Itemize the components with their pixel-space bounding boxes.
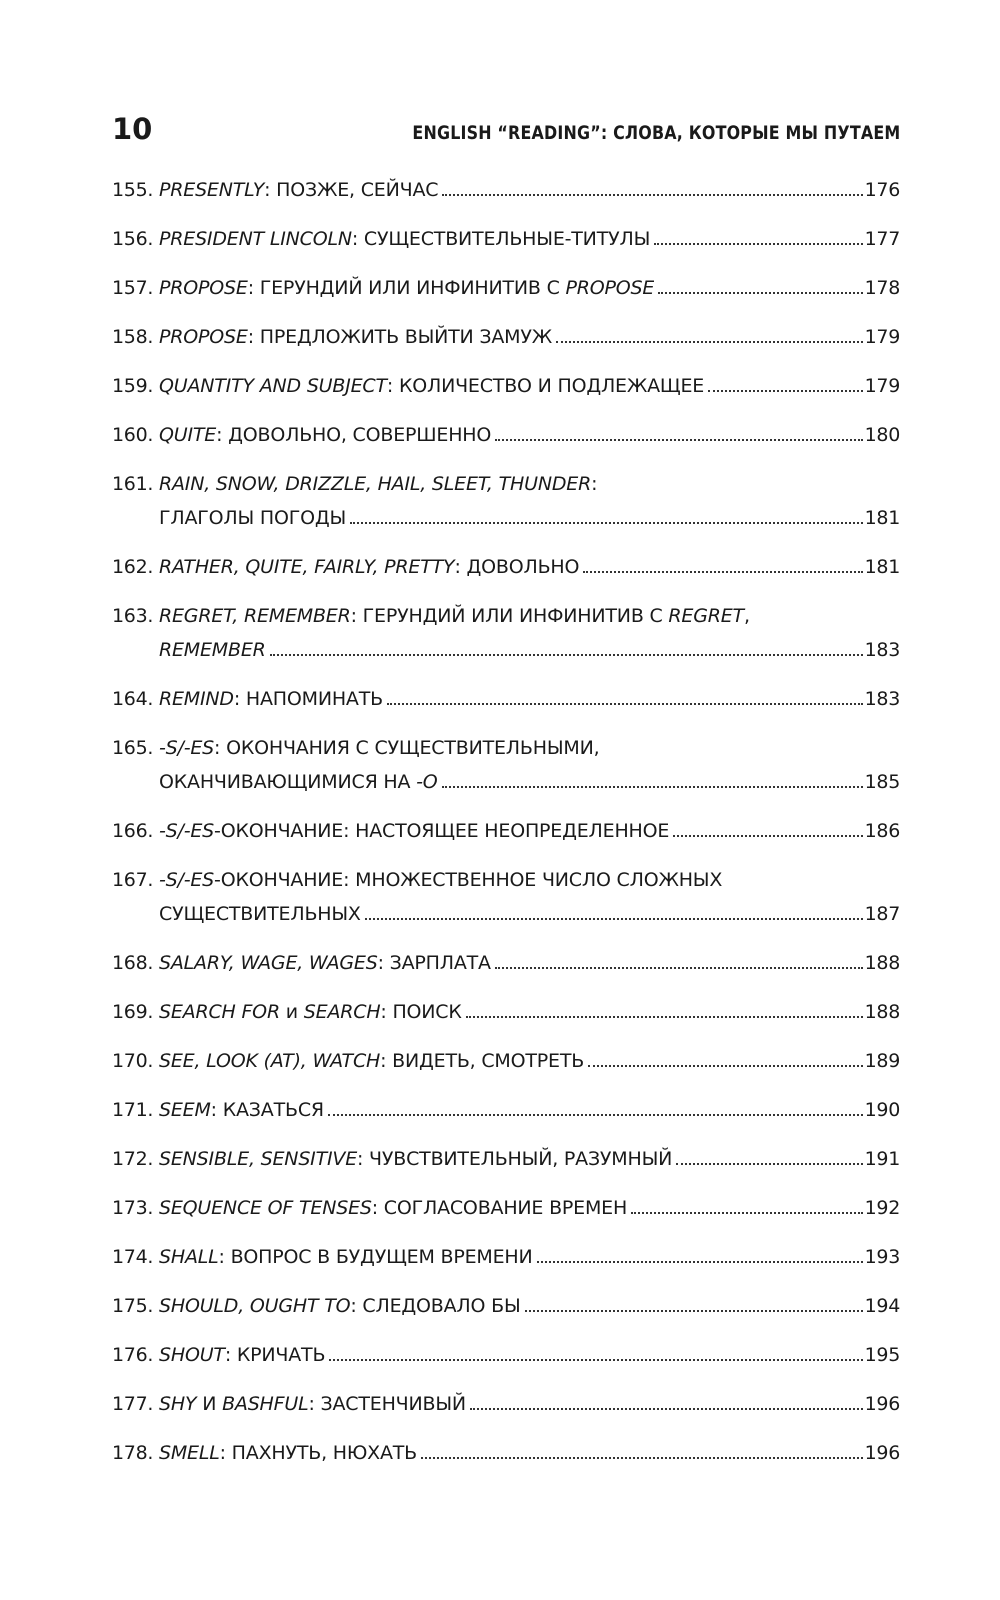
english-term: QUITE bbox=[159, 424, 217, 446]
toc-entry[interactable] bbox=[112, 176, 900, 204]
toc-entry-line bbox=[112, 636, 900, 664]
dot-leader bbox=[329, 1359, 862, 1361]
english-term: RATHER, QUITE, FAIRLY, PRETTY bbox=[159, 556, 455, 578]
english-term: SHY bbox=[159, 1393, 197, 1415]
entry-page-number: 196 bbox=[864, 1393, 900, 1415]
english-term: PROPOSE bbox=[565, 277, 655, 299]
dot-leader bbox=[495, 967, 863, 969]
toc-entry-line bbox=[112, 176, 900, 204]
toc-entry-line bbox=[112, 1243, 900, 1271]
toc-entry-line bbox=[112, 1341, 900, 1369]
entry-title bbox=[159, 1341, 325, 1369]
entry-number: 156. bbox=[112, 228, 154, 250]
dot-leader bbox=[270, 654, 863, 656]
english-term: REGRET, REMEMBER bbox=[159, 605, 351, 627]
russian-text: : ОКОНЧАНИЯ С СУЩЕСТВИТЕЛЬНЫМИ, bbox=[214, 737, 600, 759]
entry-page-number: 180 bbox=[864, 424, 900, 446]
russian-text: : ПРЕДЛОЖИТЬ ВЫЙТИ ЗАМУЖ bbox=[247, 326, 553, 348]
dot-leader bbox=[676, 1163, 862, 1165]
toc-entry-line bbox=[112, 421, 900, 449]
toc-entry[interactable] bbox=[112, 998, 900, 1026]
russian-text: : ЧУВСТВИТЕЛЬНЫЙ, РАЗУМНЫЙ bbox=[357, 1148, 673, 1170]
toc-entry[interactable] bbox=[112, 1439, 900, 1467]
russian-text: : КАЗАТЬСЯ bbox=[210, 1099, 324, 1121]
toc-entry[interactable] bbox=[112, 225, 900, 253]
entry-title bbox=[159, 1292, 521, 1320]
english-term: -S/-ES bbox=[159, 820, 215, 842]
russian-text: : СОГЛАСОВАНИЕ ВРЕМЕН bbox=[371, 1197, 628, 1219]
entry-number: 158. bbox=[112, 326, 154, 348]
toc-entry-line bbox=[112, 323, 900, 351]
entry-page-number: 177 bbox=[864, 228, 900, 250]
russian-text: ГЛАГОЛЫ ПОГОДЫ bbox=[159, 507, 347, 529]
russian-text: : ПОИСК bbox=[380, 1001, 462, 1023]
entry-number: 167. bbox=[112, 869, 154, 891]
dot-leader bbox=[556, 341, 863, 343]
entry-title bbox=[159, 323, 552, 351]
entry-page-number: 183 bbox=[864, 639, 900, 661]
entry-number: 177. bbox=[112, 1393, 154, 1415]
entry-title bbox=[159, 225, 650, 253]
entry-title bbox=[159, 734, 599, 762]
entry-page-number: 190 bbox=[864, 1099, 900, 1121]
toc-entry-line bbox=[112, 1145, 900, 1173]
toc-entry[interactable] bbox=[112, 602, 900, 664]
entry-title bbox=[159, 1145, 672, 1173]
dot-leader bbox=[588, 1065, 863, 1067]
russian-text: : ВИДЕТЬ, СМОТРЕТЬ bbox=[380, 1050, 585, 1072]
entry-page-number: 181 bbox=[864, 556, 900, 578]
entry-number: 166. bbox=[112, 820, 154, 842]
russian-text: СУЩЕСТВИТЕЛЬНЫХ bbox=[159, 903, 361, 925]
entry-number: 173. bbox=[112, 1197, 154, 1219]
english-term: SEE, LOOK (AT), WATCH bbox=[159, 1050, 381, 1072]
english-term: PROPOSE bbox=[159, 326, 248, 348]
english-term: SEQUENCE OF TENSES bbox=[159, 1197, 372, 1219]
entry-number: 169. bbox=[112, 1001, 154, 1023]
toc-entry-line bbox=[112, 734, 900, 762]
entry-page-number: 176 bbox=[864, 179, 900, 201]
entry-page-number: 185 bbox=[864, 771, 900, 793]
english-term: -O bbox=[416, 771, 438, 793]
english-term: SEARCH FOR bbox=[159, 1001, 280, 1023]
english-term: SHOUT bbox=[159, 1344, 225, 1366]
entry-page-number: 181 bbox=[864, 507, 900, 529]
english-term: SALARY, WAGE, WAGES bbox=[159, 952, 378, 974]
toc-entry[interactable] bbox=[112, 1145, 900, 1173]
toc-entry-line bbox=[112, 998, 900, 1026]
entry-number: 178. bbox=[112, 1442, 154, 1464]
english-term: REMIND bbox=[159, 688, 234, 710]
dot-leader bbox=[673, 835, 862, 837]
toc-entry-line bbox=[112, 470, 900, 498]
entry-title bbox=[159, 1047, 584, 1075]
toc-entry[interactable] bbox=[112, 1096, 900, 1124]
dot-leader bbox=[350, 522, 863, 524]
russian-text: и bbox=[279, 1001, 304, 1023]
entry-title bbox=[159, 900, 361, 928]
entry-page-number: 192 bbox=[864, 1197, 900, 1219]
entry-title bbox=[159, 1243, 533, 1271]
dot-leader bbox=[525, 1310, 863, 1312]
entry-page-number: 188 bbox=[864, 1001, 900, 1023]
page-number: 10 bbox=[112, 112, 153, 146]
english-term: PROPOSE bbox=[159, 277, 248, 299]
entry-title bbox=[159, 817, 669, 845]
english-term: SHALL bbox=[159, 1246, 219, 1268]
entry-page-number: 196 bbox=[864, 1442, 900, 1464]
toc-entry[interactable] bbox=[112, 866, 900, 928]
entry-number: 172. bbox=[112, 1148, 154, 1170]
entry-title bbox=[159, 636, 266, 664]
russian-text: , bbox=[743, 605, 750, 627]
entry-number: 175. bbox=[112, 1295, 154, 1317]
english-term: PRESIDENT LINCOLN bbox=[159, 228, 352, 250]
toc-entry[interactable] bbox=[112, 1390, 900, 1418]
toc-entry-line bbox=[112, 1096, 900, 1124]
entry-title bbox=[159, 998, 462, 1026]
russian-text: : КРИЧАТЬ bbox=[224, 1344, 326, 1366]
entry-number: 164. bbox=[112, 688, 154, 710]
entry-page-number: 191 bbox=[864, 1148, 900, 1170]
entry-title bbox=[159, 421, 491, 449]
entry-number: 174. bbox=[112, 1246, 154, 1268]
russian-text: : ПОЗЖЕ, СЕЙЧАС bbox=[264, 179, 439, 201]
running-title: ENGLISH “READING”: СЛОВА, КОТОРЫЕ МЫ ПУТАЕМ bbox=[412, 123, 900, 144]
entry-page-number: 188 bbox=[864, 952, 900, 974]
russian-text: : КОЛИЧЕСТВО И ПОДЛЕЖАЩЕЕ bbox=[386, 375, 705, 397]
entry-number: 170. bbox=[112, 1050, 154, 1072]
entry-number: 161. bbox=[112, 473, 154, 495]
english-term: SEEM bbox=[159, 1099, 211, 1121]
dot-leader bbox=[658, 292, 862, 294]
russian-text: : СУЩЕСТВИТЕЛЬНЫЕ-ТИТУЛЫ bbox=[351, 228, 651, 250]
russian-text: : ДОВОЛЬНО bbox=[454, 556, 580, 578]
entry-title bbox=[159, 372, 704, 400]
russian-text: : ВОПРОС В БУДУЩЕМ ВРЕМЕНИ bbox=[218, 1246, 533, 1268]
entry-title bbox=[159, 470, 597, 498]
entry-title bbox=[159, 866, 722, 894]
english-term: REGRET bbox=[668, 605, 744, 627]
dot-leader bbox=[387, 703, 863, 705]
dot-leader bbox=[470, 1408, 863, 1410]
entry-number: 168. bbox=[112, 952, 154, 974]
russian-text: : СЛЕДОВАЛО БЫ bbox=[350, 1295, 521, 1317]
dot-leader bbox=[708, 390, 863, 392]
toc-entry-line bbox=[112, 949, 900, 977]
entry-title bbox=[159, 685, 383, 713]
dot-leader bbox=[466, 1016, 863, 1018]
english-term: REMEMBER bbox=[159, 639, 266, 661]
english-term: BASHFUL bbox=[222, 1393, 309, 1415]
toc-entry[interactable] bbox=[112, 1341, 900, 1369]
english-term: SEARCH bbox=[303, 1001, 381, 1023]
entry-page-number: 186 bbox=[864, 820, 900, 842]
toc-entry[interactable] bbox=[112, 421, 900, 449]
toc-entry-line bbox=[112, 1194, 900, 1222]
toc-entry[interactable] bbox=[112, 734, 900, 796]
russian-text: : ЗАСТЕНЧИВЫЙ bbox=[308, 1393, 466, 1415]
dot-leader bbox=[583, 571, 862, 573]
dot-leader bbox=[654, 243, 862, 245]
toc-entry[interactable] bbox=[112, 372, 900, 400]
toc-entry[interactable] bbox=[112, 1194, 900, 1222]
russian-text: : ГЕРУНДИЙ ИЛИ ИНФИНИТИВ С bbox=[247, 277, 566, 299]
entry-page-number: 179 bbox=[864, 326, 900, 348]
toc-entry-line bbox=[112, 602, 900, 630]
russian-text: : ПАХНУТЬ, НЮХАТЬ bbox=[219, 1442, 418, 1464]
toc-entry[interactable] bbox=[112, 274, 900, 302]
english-term: SENSIBLE, SENSITIVE bbox=[159, 1148, 358, 1170]
toc-entry[interactable] bbox=[112, 1292, 900, 1320]
toc-entry[interactable] bbox=[112, 553, 900, 581]
dot-leader bbox=[442, 786, 863, 788]
toc-entry-line bbox=[112, 553, 900, 581]
entry-number: 165. bbox=[112, 737, 154, 759]
table-of-contents bbox=[112, 176, 900, 1488]
entry-number: 155. bbox=[112, 179, 154, 201]
entry-number: 159. bbox=[112, 375, 154, 397]
entry-title bbox=[159, 1390, 466, 1418]
entry-number: 157. bbox=[112, 277, 154, 299]
entry-page-number: 194 bbox=[864, 1295, 900, 1317]
toc-entry-line bbox=[112, 1292, 900, 1320]
dot-leader bbox=[495, 439, 863, 441]
entry-title bbox=[159, 1194, 627, 1222]
toc-entry[interactable] bbox=[112, 470, 900, 532]
russian-text: : ГЕРУНДИЙ ИЛИ ИНФИНИТИВ С bbox=[350, 605, 669, 627]
toc-entry-line bbox=[112, 900, 900, 928]
entry-number: 171. bbox=[112, 1099, 154, 1121]
toc-entry[interactable] bbox=[112, 949, 900, 977]
english-term: QUANTITY AND SUBJECT bbox=[159, 375, 387, 397]
toc-entry[interactable] bbox=[112, 1047, 900, 1075]
entry-page-number: 183 bbox=[864, 688, 900, 710]
russian-text: : ДОВОЛЬНО, СОВЕРШЕННО bbox=[216, 424, 492, 446]
toc-entry-line bbox=[112, 685, 900, 713]
toc-entry-line bbox=[112, 504, 900, 532]
entry-page-number: 178 bbox=[864, 277, 900, 299]
entry-page-number: 195 bbox=[864, 1344, 900, 1366]
toc-entry-line bbox=[112, 817, 900, 845]
entry-title bbox=[159, 553, 579, 581]
toc-entry[interactable] bbox=[112, 323, 900, 351]
russian-text: : ЗАРПЛАТА bbox=[377, 952, 491, 974]
entry-page-number: 193 bbox=[864, 1246, 900, 1268]
entry-page-number: 189 bbox=[864, 1050, 900, 1072]
english-term: RAIN, SNOW, DRIZZLE, HAIL, SLEET, THUNDER bbox=[159, 473, 592, 495]
entry-title bbox=[159, 1096, 324, 1124]
entry-title bbox=[159, 949, 491, 977]
russian-text: ОКАНЧИВАЮЩИМИСЯ НА bbox=[159, 771, 417, 793]
entry-title bbox=[159, 602, 750, 630]
english-term: SHOULD, OUGHT TO bbox=[159, 1295, 351, 1317]
entry-title bbox=[159, 768, 438, 796]
toc-entry-line bbox=[112, 768, 900, 796]
russian-text: -ОКОНЧАНИЕ: НАСТОЯЩЕЕ НЕОПРЕДЕЛЕННОЕ bbox=[214, 820, 670, 842]
dot-leader bbox=[328, 1114, 863, 1116]
toc-entry[interactable] bbox=[112, 817, 900, 845]
russian-text: : bbox=[591, 473, 598, 495]
english-term: -S/-ES bbox=[159, 737, 215, 759]
entry-title bbox=[159, 274, 654, 302]
dot-leader bbox=[421, 1457, 863, 1459]
toc-entry-line bbox=[112, 372, 900, 400]
entry-number: 160. bbox=[112, 424, 154, 446]
dot-leader bbox=[631, 1212, 863, 1214]
dot-leader bbox=[537, 1261, 863, 1263]
toc-entry-line bbox=[112, 1047, 900, 1075]
dot-leader bbox=[365, 918, 863, 920]
toc-entry-line bbox=[112, 1390, 900, 1418]
entry-number: 163. bbox=[112, 605, 154, 627]
entry-page-number: 187 bbox=[864, 903, 900, 925]
english-term: -S/-ES bbox=[159, 869, 215, 891]
english-term: PRESENTLY bbox=[159, 179, 265, 201]
russian-text: -ОКОНЧАНИЕ: МНОЖЕСТВЕННОЕ ЧИСЛО СЛОЖНЫХ bbox=[214, 869, 723, 891]
toc-entry[interactable] bbox=[112, 1243, 900, 1271]
entry-title bbox=[159, 1439, 417, 1467]
page-header bbox=[112, 112, 900, 152]
toc-entry-line bbox=[112, 274, 900, 302]
toc-entry-line bbox=[112, 225, 900, 253]
toc-entry[interactable] bbox=[112, 685, 900, 713]
dot-leader bbox=[442, 194, 862, 196]
russian-text: И bbox=[196, 1393, 223, 1415]
entry-number: 176. bbox=[112, 1344, 154, 1366]
russian-text: : НАПОМИНАТЬ bbox=[233, 688, 383, 710]
english-term: SMELL bbox=[159, 1442, 220, 1464]
entry-number: 162. bbox=[112, 556, 154, 578]
entry-title bbox=[159, 176, 438, 204]
toc-entry-line bbox=[112, 866, 900, 894]
entry-page-number: 179 bbox=[864, 375, 900, 397]
toc-entry-line bbox=[112, 1439, 900, 1467]
entry-title bbox=[159, 504, 346, 532]
